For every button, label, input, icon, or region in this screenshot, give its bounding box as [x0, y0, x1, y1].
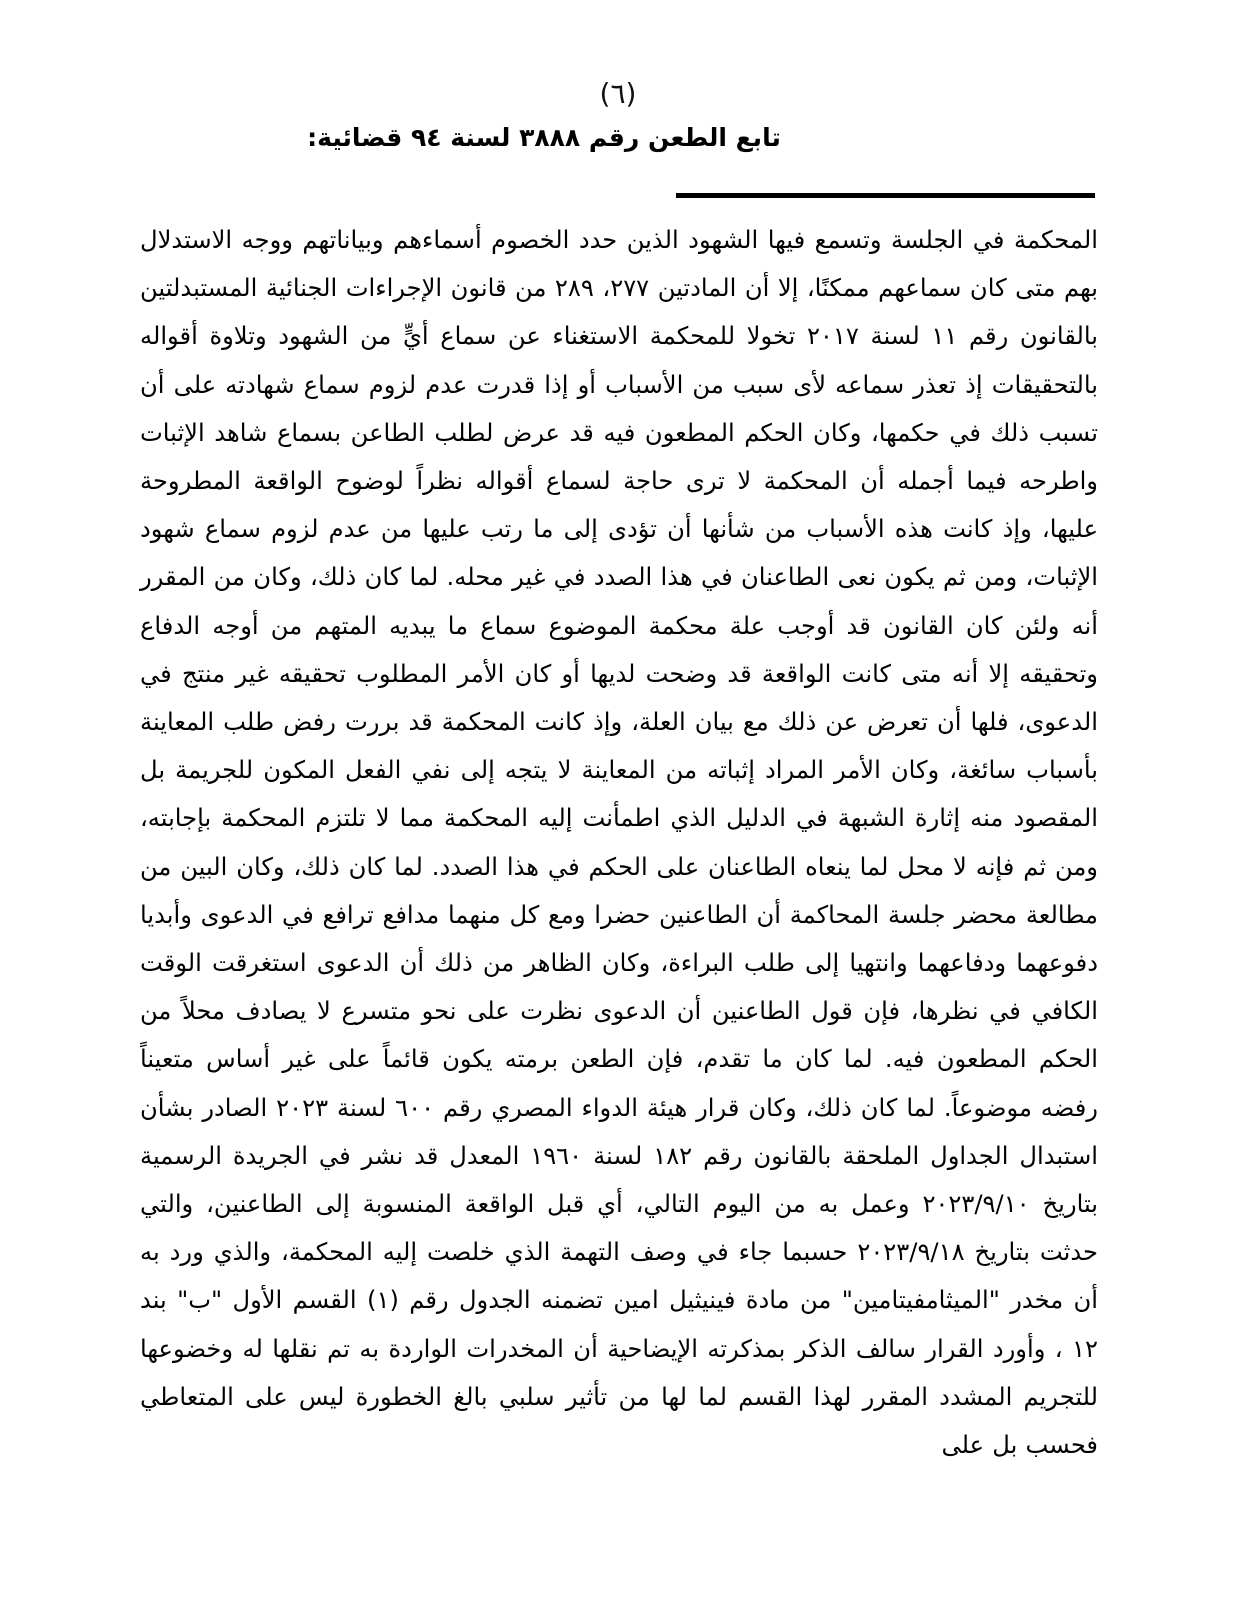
document-header — [141, 118, 1095, 158]
document-body — [140, 216, 1098, 1469]
page-number: (٦) — [599, 77, 637, 110]
body-paragraph: المحكمة في الجلسة وتسمع فيها الشهود الذين حدد الخصوم أسماءهم وبياناتهم ووجه الاستدلال بهم متى كان سماعهم ممكنًا، إلا أن المادتين ٢٧٧، ٢٨٩ من قانون الإجراءات الجنائية المستبدلتين بالقانون رقم ١١ لسنة ٢٠١٧ تخولا للمحكمة الاستغناء عن سماع أيٍّ من الشهود وتلاوة أقواله بالتحقيقات إذ تعذر سماعه لأى سبب من الأسباب أو إذا قدرت عدم لزوم سماع شهادته على أن تسبب ذلك في حكمها، وكان الحكم المطعون فيه قد عرض لطلب الطاعن بسماع شاهد الإثبات واطرحه فيما أجمله أن المحكمة لا ترى حاجة لسماع أقواله نظراً لوضوح الواقعة المطروحة عليها، وإذ كانت هذه الأسباب من شأنها أن تؤدى إلى ما رتب عليها من عدم لزوم سماع شهود الإثبات، ومن ثم يكون نعى الطاعنان في هذا الصدد في غير محله. لما كان ذلك، وكان من المقرر أنه ولئن كان القانون قد أوجب علة محكمة الموضوع سماع ما يبديه المتهم من أوجه الدفاع وتحقيقه إلا أنه متى كانت الواقعة قد وضحت لديها أو كان الأمر المطلوب تحقيقه غير منتج في الدعوى، فلها أن تعرض عن ذلك مع بيان العلة، وإذ كانت المحكمة قد بررت رفض طلب المعاينة بأسباب سائغة، وكان الأمر المراد إثباته من المعاينة لا يتجه إلى نفي الفعل المكون للجريمة بل المقصود منه إثارة الشبهة في الدليل الذي اطمأنت إليه المحكمة مما لا تلتزم المحكمة بإجابته، ومن ثم فإنه لا محل لما ينعاه الطاعنان على الحكم في هذا الصدد. لما كان ذلك، وكان البين من مطالعة محضر جلسة المحاكمة أن الطاعنين حضرا ومع كل منهما مدافع ترافع في الدعوى وأبديا دفوعهما ودفاعهما وانتهيا إلى طلب البراءة، وكان الظاهر من ذلك أن الدعوى استغرقت الوقت الكافي في نظرها، فإن قول الطاعنين أن الدعوى نظرت على نحو متسرع لا يصادف محلاً من الحكم المطعون فيه. لما كان ما تقدم، فإن الطعن برمته يكون قائماً على غير أساس متعيناً رفضه موضوعاً. لما كان ذلك، وكان قرار هيئة الدواء المصري رقم ٦٠٠ لسنة ٢٠٢٣ الصادر بشأن استبدال الجداول الملحقة بالقانون رقم ١٨٢ لسنة ١٩٦٠ المعدل قد نشر في الجريدة الرسمية بتاريخ ٢٠٢٣/٩/١٠ وعمل به من اليوم التالي، أي قبل الواقعة المنسوبة إلى الطاعنين، والتي حدثت بتاريخ ٢٠٢٣/٩/١٨ حسبما جاء في وصف التهمة الذي خلصت إليه المحكمة، والذي ورد به أن مخدر "الميثامفيتامين" من مادة فينيثيل امين تضمنه الجدول رقم (١) القسم الأول "ب" بند ١٢ ، وأورد القرار سالف الذكر بمذكرته الإيضاحية أن المخدرات الواردة به تم نقلها له وخضوعها للتجريم المشدد المقرر لهذا القسم لما لها من تأثير سلبي بالغ الخطورة ليس على المتعاطي فحسب بل على — [140, 226, 1098, 1460]
case-reference-heading: تابع الطعن رقم ٣٨٨٨ لسنة ٩٤ قضائية: — [307, 123, 781, 152]
header-divider-rule — [676, 193, 1095, 198]
